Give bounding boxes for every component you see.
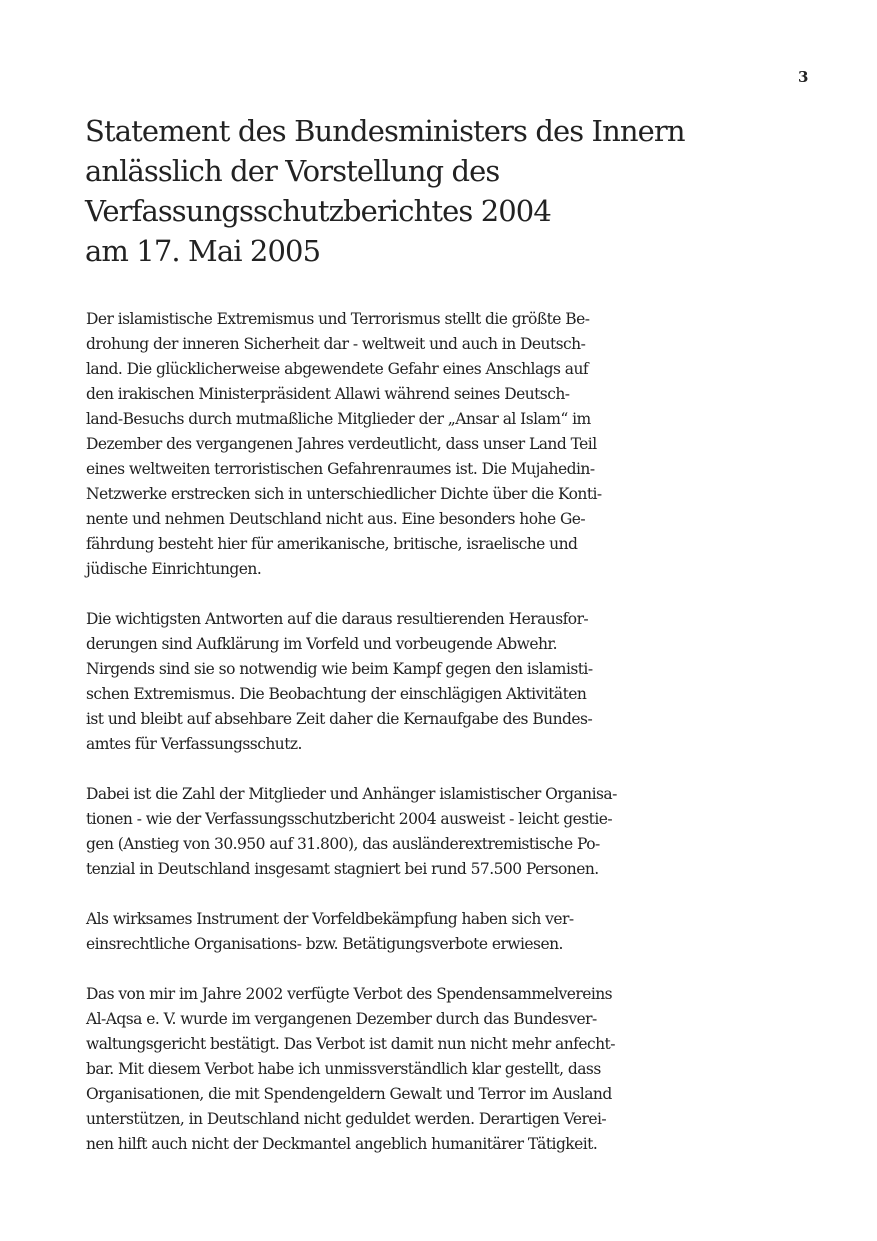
- text-line: waltungsgericht bestätigt. Das Verbot ist damit nun nicht mehr anfecht-: [86, 1035, 615, 1053]
- text-line: schen Extremismus. Die Beobachtung der einschlägigen Aktivitäten: [86, 685, 587, 703]
- text-line: drohung der inneren Sicherheit dar - weltweit und auch in Deutsch-: [86, 335, 586, 353]
- text-line: bar. Mit diesem Verbot habe ich unmissverständlich klar gestellt, dass: [86, 1060, 601, 1078]
- text-line: Al-Aqsa e. V. wurde im vergangenen Dezember durch das Bundesver-: [86, 1010, 597, 1028]
- text-line: amtes für Verfassungsschutz.: [86, 735, 302, 753]
- text-line: den irakischen Ministerpräsident Allawi während seines Deutsch-: [86, 385, 570, 403]
- text-line: Der islamistische Extremismus und Terrorismus stellt die größte Be-: [86, 310, 590, 328]
- text-line: einsrechtliche Organisations- bzw. Betätigungsverbote erwiesen.: [86, 935, 563, 953]
- paragraph: [86, 782, 706, 882]
- text-line: land. Die glücklicherweise abgewendete Gefahr eines Anschlags auf: [86, 360, 589, 378]
- text-line: derungen sind Aufklärung im Vorfeld und vorbeugende Abwehr.: [86, 635, 557, 653]
- paragraph: [86, 907, 706, 957]
- paragraph: [86, 607, 706, 757]
- text-line: tenzial in Deutschland insgesamt stagniert bei rund 57.500 Personen.: [86, 860, 599, 878]
- text-line: tionen - wie der Verfassungsschutzbericht 2004 ausweist - leicht gestie-: [86, 810, 613, 828]
- text-line: Netzwerke erstrecken sich in unterschiedlicher Dichte über die Konti-: [86, 485, 602, 503]
- paragraph: [86, 982, 706, 1157]
- title-line: Verfassungsschutzberichtes 2004: [85, 194, 551, 228]
- text-line: nen hilft auch nicht der Deckmantel angeblich humanitärer Tätigkeit.: [86, 1135, 598, 1153]
- text-line: fährdung besteht hier für amerikanische, britische, israelische und: [86, 535, 578, 553]
- paragraph: [86, 307, 706, 582]
- text-line: eines weltweiten terroristischen Gefahrenraumes ist. Die Mujahedin-: [86, 460, 595, 478]
- text-line: Die wichtigsten Antworten auf die daraus resultierenden Herausfor-: [86, 610, 589, 628]
- body-text: [86, 307, 706, 1182]
- text-line: Organisationen, die mit Spendengeldern Gewalt und Terror im Ausland: [86, 1085, 612, 1103]
- text-line: Als wirksames Instrument der Vorfeldbekämpfung haben sich ver-: [86, 910, 574, 928]
- document-title: [85, 111, 805, 271]
- text-line: Das von mir im Jahre 2002 verfügte Verbot des Spendensammelvereins: [86, 985, 613, 1003]
- text-line: unterstützen, in Deutschland nicht geduldet werden. Derartigen Verei-: [86, 1110, 607, 1128]
- text-line: ist und bleibt auf absehbare Zeit daher die Kernaufgabe des Bundes-: [86, 710, 593, 728]
- text-line: Dezember des vergangenen Jahres verdeutlicht, dass unser Land Teil: [86, 435, 597, 453]
- title-line: Statement des Bundesministers des Innern: [85, 114, 685, 148]
- text-line: Dabei ist die Zahl der Mitglieder und Anhänger islamistischer Organisa-: [86, 785, 617, 803]
- text-line: Nirgends sind sie so notwendig wie beim Kampf gegen den islamisti-: [86, 660, 593, 678]
- text-line: gen (Anstieg von 30.950 auf 31.800), das ausländerextremistische Po-: [86, 835, 600, 853]
- title-line: am 17. Mai 2005: [85, 234, 321, 268]
- text-line: nente und nehmen Deutschland nicht aus. Eine besonders hohe Ge-: [86, 510, 586, 528]
- title-line: anlässlich der Vorstellung des: [85, 154, 500, 188]
- page-number: 3: [798, 68, 809, 86]
- text-line: jüdische Einrichtungen.: [86, 560, 262, 578]
- text-line: land-Besuchs durch mutmaßliche Mitglieder der „Ansar al Islam“ im: [86, 410, 591, 428]
